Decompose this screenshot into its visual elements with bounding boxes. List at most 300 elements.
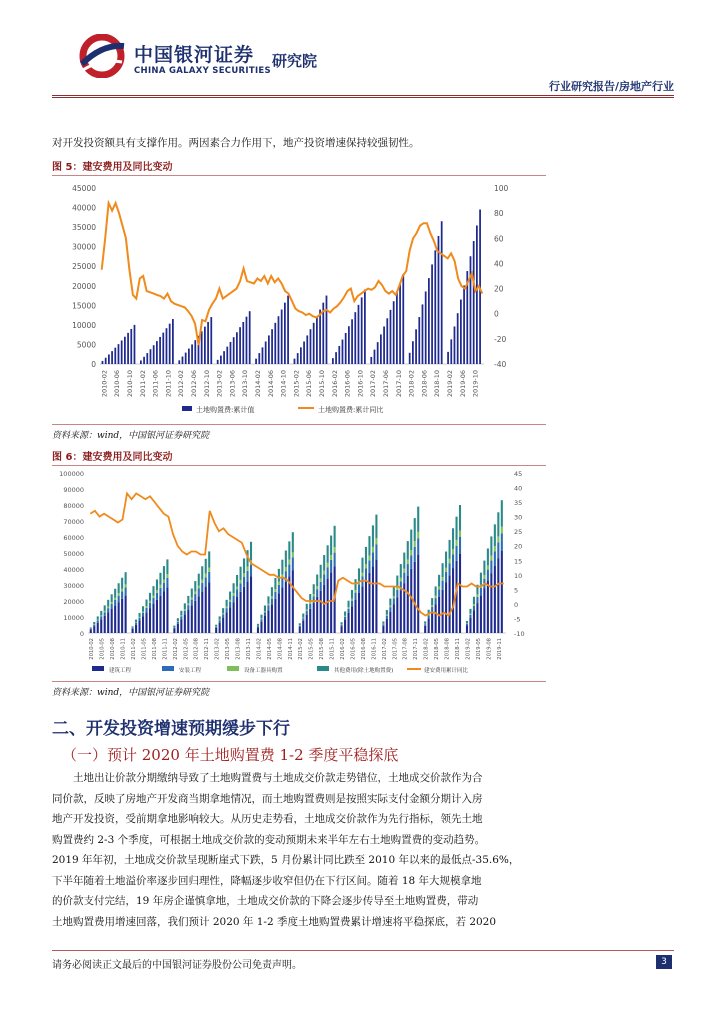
x-tick-label: 2019-06 [458,370,467,398]
bar-segment [393,596,395,598]
bar [393,301,395,364]
y-right-tick-label: 15 [514,557,523,566]
bar-segment [191,600,193,606]
bar-segment [487,570,489,581]
legend-label: 设备工器具购置 [244,668,283,674]
bar [294,359,296,364]
bar-segment [476,594,478,596]
bar-segment [191,605,193,633]
bar-segment [236,575,238,587]
bar [118,344,120,364]
bar-segment [233,583,235,593]
y-right-tick-label: -40 [494,360,507,369]
x-tick-label: 2011-10 [164,370,173,398]
bar-segment [187,605,189,610]
figure5-chart [52,178,546,423]
bar-segment [233,596,235,602]
x-tick-label: 2017-10 [394,370,403,398]
bar-segment [449,563,451,575]
bar-segment [438,586,440,589]
institute-label: 研究院 [272,52,318,70]
bar-segment [497,558,499,633]
y-right-tick-label: 0 [514,600,519,609]
bar-segment [351,601,353,607]
bar-segment [435,596,437,598]
x-tick-label: 2013-05 [225,638,232,660]
figure6-chart [52,467,546,679]
bar-segment [135,620,137,623]
bar-segment [246,582,248,633]
bar-segment [149,603,151,608]
bar-segment [348,613,350,633]
bar-segment [226,600,228,607]
x-tick-label: 2010-08 [110,638,117,660]
bar-segment [208,572,210,583]
bar-segment [445,568,447,572]
bar-segment [208,568,210,572]
bar-segment [341,624,343,625]
bar-segment [490,556,492,561]
bar-segment [407,576,409,633]
bar-segment [222,608,224,613]
bar-segment [180,619,182,633]
bar-segment [281,560,283,575]
bar-segment [100,611,102,615]
bar [143,357,145,364]
bar-segment [260,619,262,621]
bar-segment [490,573,492,633]
bar-segment [445,582,447,633]
bar [380,334,382,364]
bar [201,331,203,364]
bar-segment [93,625,95,626]
bar-segment [198,596,200,633]
x-tick-label: 2012-05 [183,638,190,660]
bar-segment [180,616,182,619]
paragraph-line: 的价款支付完结，19 年房企谨慎拿地，土地成交价款的下降会逐步传导至土地购置费，带动 [52,895,479,907]
bar-segment [469,614,471,615]
bar-segment [469,609,471,614]
y-left-tick-label: 90000 [63,486,84,494]
bar [399,283,401,364]
bar [153,345,155,364]
legend-label: 土地购置费:累计同比 [318,406,384,414]
bar-segment [459,531,461,537]
paragraph-line: 地产开发投资，受前期拿地影响较大。从历史走势看，土地成交价款作为先行指标，领先土地 [52,813,483,825]
bar [124,337,126,364]
bar [319,310,321,364]
bar-segment [320,591,322,633]
bar-segment [111,594,113,602]
footer-disclaimer: 请务必阅读正文最后的中国银河证券股份公司免责声明。 [52,960,302,971]
bar-segment [393,587,395,596]
bar-segment [240,592,242,633]
x-tick-label: 2016-11 [371,638,378,660]
bar [364,290,366,364]
bar-segment [246,571,248,582]
paragraph-line: 土地购置费用增速回落，我们预计 2020 年 1-2 季度土地购置费累计增速将平稳探底，若 2020 [52,915,497,928]
x-tick-label: 2016-08 [360,638,367,660]
bar-segment [382,626,384,633]
bar-segment [135,623,137,625]
bar [460,300,462,364]
legend-swatch [317,666,329,671]
bar-segment [334,547,336,552]
bar-segment [271,599,273,605]
figure6-title: 图 6：建安费用及同比变动 [52,452,173,463]
legend-label: 安装工程 [179,668,202,674]
bar-segment [177,622,179,624]
bar-segment [327,579,329,633]
bar-segment [469,618,471,633]
bar-segment [501,527,503,534]
bar-segment [135,622,137,623]
bar-segment [125,587,127,595]
bar-segment [341,625,343,626]
bar [169,324,171,364]
bar-segment [90,630,92,633]
bar-segment [368,560,370,573]
x-tick-label: 2013-08 [235,638,242,660]
bar-segment [473,604,475,606]
bar-segment [466,623,468,624]
bar-segment [226,608,228,612]
bar-segment [257,624,259,626]
x-tick-label: 2010-02 [100,370,109,398]
bar [396,292,398,364]
bar [105,358,107,364]
bar-segment [233,593,235,595]
bar-segment [240,567,242,580]
bar-segment [267,606,269,611]
bar [223,351,225,364]
bar-segment [410,550,412,555]
bar-segment [260,622,262,633]
x-tick-label: 2011-02 [131,638,138,660]
bar-segment [173,628,175,633]
bar-segment [365,547,367,564]
legend-swatch [162,666,174,671]
page-number: 3 [656,955,672,969]
bar-segment [145,600,147,607]
bar-segment [163,566,165,579]
bar [434,250,436,364]
bar-segment [257,626,259,627]
x-tick-label: 2018-10 [433,370,442,398]
bar-segment [323,585,325,633]
bar-segment [327,567,329,578]
bar-segment [205,559,207,574]
bar-segment [281,588,283,633]
bar-segment [414,547,416,562]
bar [182,357,184,364]
bar-segment [386,619,388,633]
bar-segment [229,592,231,600]
bar [150,349,152,364]
bar-segment [285,582,287,633]
bar-segment [107,606,109,608]
bar-segment [473,606,475,611]
bar-segment [501,551,503,633]
bar-segment [330,560,332,573]
bar-segment [159,573,161,585]
bar-segment [431,607,433,612]
bar-segment [205,574,207,578]
bar-segment [201,566,203,579]
bar-segment [250,565,252,577]
bar [108,354,110,364]
header-divider-2 [52,97,674,98]
paragraph-line: 土地出让价款分期缴纳导致了土地购置费与土地成交价款走势错位，土地成交价款作为合 [73,772,483,784]
bar [402,274,404,364]
bar [146,353,148,364]
bar-segment [327,545,329,563]
x-tick-label: 2014-11 [287,638,294,660]
y-right-tick-label: 20 [514,542,523,551]
bar-segment [142,613,144,616]
bar-segment [365,568,367,579]
y-left-tick-label: 30000 [72,242,96,252]
x-tick-label: 2013-02 [215,370,224,398]
x-tick-label: 2012-02 [172,638,179,660]
figure5-bottom-rule [52,424,546,425]
bar-segment [320,578,322,581]
bar-segment [100,616,102,619]
x-tick-label: 2012-08 [193,638,200,660]
bar-segment [104,605,106,611]
bar-segment [173,627,175,628]
paragraph-line: 购置费约 2-3 个季度，可根据土地成交价款的变动预期未来半年左右土地购置费的变动趋势。 [52,833,486,846]
bar [258,353,260,364]
figure6-bottom-rule [52,681,546,682]
bar [134,325,136,364]
y-left-tick-label: 35000 [72,223,96,233]
y-left-tick-label: 25000 [72,262,96,272]
bar-segment [107,608,109,612]
legend-label: 建安费用累计同比 [424,668,469,674]
x-tick-label: 2014-05 [266,638,273,660]
y-left-tick-label: 80000 [63,502,84,510]
bar-segment [246,567,248,571]
bar-segment [180,611,182,615]
y-right-tick-label: 40 [514,484,523,493]
x-tick-label: 2017-11 [413,638,420,660]
x-tick-label: 2014-02 [254,370,262,398]
bar-segment [483,588,485,633]
bar-segment [449,559,451,564]
y-left-tick-label: 70000 [63,518,84,526]
bar-segment [288,560,290,565]
bar [409,353,411,364]
bar [306,335,308,364]
bar [185,353,187,364]
figure5-title: 图 5：建安费用及同比变动 [52,162,173,173]
bar-segment [302,614,304,618]
bar-segment [445,552,447,568]
bar-segment [222,613,224,614]
x-tick-label: 2018-06 [420,370,429,398]
bar-segment [501,533,503,550]
y-right-tick-label: -5 [514,615,521,624]
bar-segment [97,616,99,619]
bar-segment [354,600,356,633]
bar-segment [299,626,301,627]
bar [351,319,353,364]
bar-segment [320,582,322,591]
bar-segment [400,578,402,581]
y-left-tick-label: 0 [91,360,96,369]
bar-segment [354,579,356,590]
bar-segment [166,587,168,633]
bar-segment [316,575,318,587]
bar-segment [184,615,186,633]
bar-segment [494,552,496,566]
bar-segment [201,592,203,633]
bar-segment [320,565,322,579]
bar-segment [351,606,353,633]
galaxy-logo-icon [76,34,128,78]
x-tick-label: 2015-08 [319,638,326,660]
bar-segment [487,565,489,569]
bar-segment [348,609,350,613]
bar-segment [341,626,343,633]
bar-segment [166,559,168,574]
bar-segment [368,536,370,555]
bar-segment [375,515,377,539]
bar-segment [442,590,444,633]
y-left-tick-label: 5000 [76,340,96,350]
bar-segment [459,505,461,531]
bar-segment [414,541,416,547]
bar-segment [271,596,273,598]
bar [374,350,376,364]
y-left-tick-label: 100000 [59,470,84,478]
bar-segment [90,629,92,630]
bar-segment [93,622,95,624]
bar-segment [156,579,158,590]
y-right-tick-label: 60 [494,234,504,244]
bar-segment [407,564,409,576]
x-tick-label: 2014-02 [256,638,263,660]
bar-segment [177,624,179,633]
bar-segment [442,581,444,590]
bar-segment [455,517,457,540]
x-tick-label: 2015-10 [318,370,326,398]
y-left-tick-label: 10000 [63,614,84,622]
bar-segment [316,597,318,633]
x-tick-label: 2016-05 [350,638,357,660]
bar-segment [309,609,311,633]
bar-segment [431,598,433,605]
bar-segment [302,618,304,621]
legend-swatch [227,666,239,671]
bar-segment [407,559,409,564]
bar-segment [260,615,262,619]
x-tick-label: 2010-10 [126,370,134,398]
bar-segment [264,611,266,612]
bar-segment [236,597,238,633]
x-tick-label: 2013-02 [214,638,221,660]
y-left-tick-label: 40000 [72,203,96,213]
bar-segment [414,562,416,633]
bar-segment [152,598,154,604]
bar [358,305,360,364]
bar-segment [114,589,116,598]
bar-segment [361,558,363,573]
bar-segment [229,600,231,602]
bar-segment [194,591,196,594]
y-left-tick-label: 30000 [63,582,84,590]
bar-segment [459,554,461,633]
bar [441,221,443,364]
bar-segment [316,586,318,589]
bar-segment [163,579,165,582]
bar-segment [323,571,325,575]
bar-segment [104,616,106,633]
bar-segment [501,500,503,527]
bar-segment [309,604,311,609]
bar-segment [219,623,221,633]
bar-segment [184,609,186,610]
bar [313,323,315,364]
bar [354,312,356,364]
y-left-tick-label: 45000 [72,184,96,193]
bar-segment [166,574,168,578]
bar-segment [351,599,353,601]
bar-segment [396,576,398,587]
bar-segment [219,616,221,619]
bar-segment [288,541,290,559]
bar [454,326,456,364]
x-tick-label: 2018-02 [407,370,416,398]
bar [271,329,273,364]
bar-segment [483,561,485,575]
bar-segment [107,600,109,607]
bar-segment [152,604,154,633]
bar-segment [145,608,147,612]
x-tick-label: 2015-05 [308,638,315,660]
y-right-tick-label: 45 [514,470,523,478]
bar-segment [473,611,475,633]
bar-segment [396,597,398,633]
bar [377,342,379,364]
bar-segment [292,552,294,557]
bar-segment [389,605,391,607]
bar [210,317,212,364]
x-tick-label: 2019-08 [486,638,493,660]
bar-segment [236,587,238,590]
bar-segment [222,614,224,617]
bar-segment [445,572,447,583]
bar-segment [271,605,273,633]
bar [114,348,116,364]
bar [140,360,142,364]
bar [335,352,337,364]
bar [130,329,132,364]
bar-segment [264,616,266,633]
y-right-tick-label: 100 [494,184,509,193]
bar-segment [215,625,217,627]
bar-segment [236,589,238,597]
x-tick-label: 2011-08 [151,638,158,660]
bar-segment [107,612,109,633]
bar-segment [473,597,475,604]
bar [255,359,257,364]
bar-segment [327,563,329,567]
legend-label: 建筑工程 [109,668,132,674]
x-tick-label: 2017-02 [381,638,388,660]
bar-segment [323,575,325,585]
